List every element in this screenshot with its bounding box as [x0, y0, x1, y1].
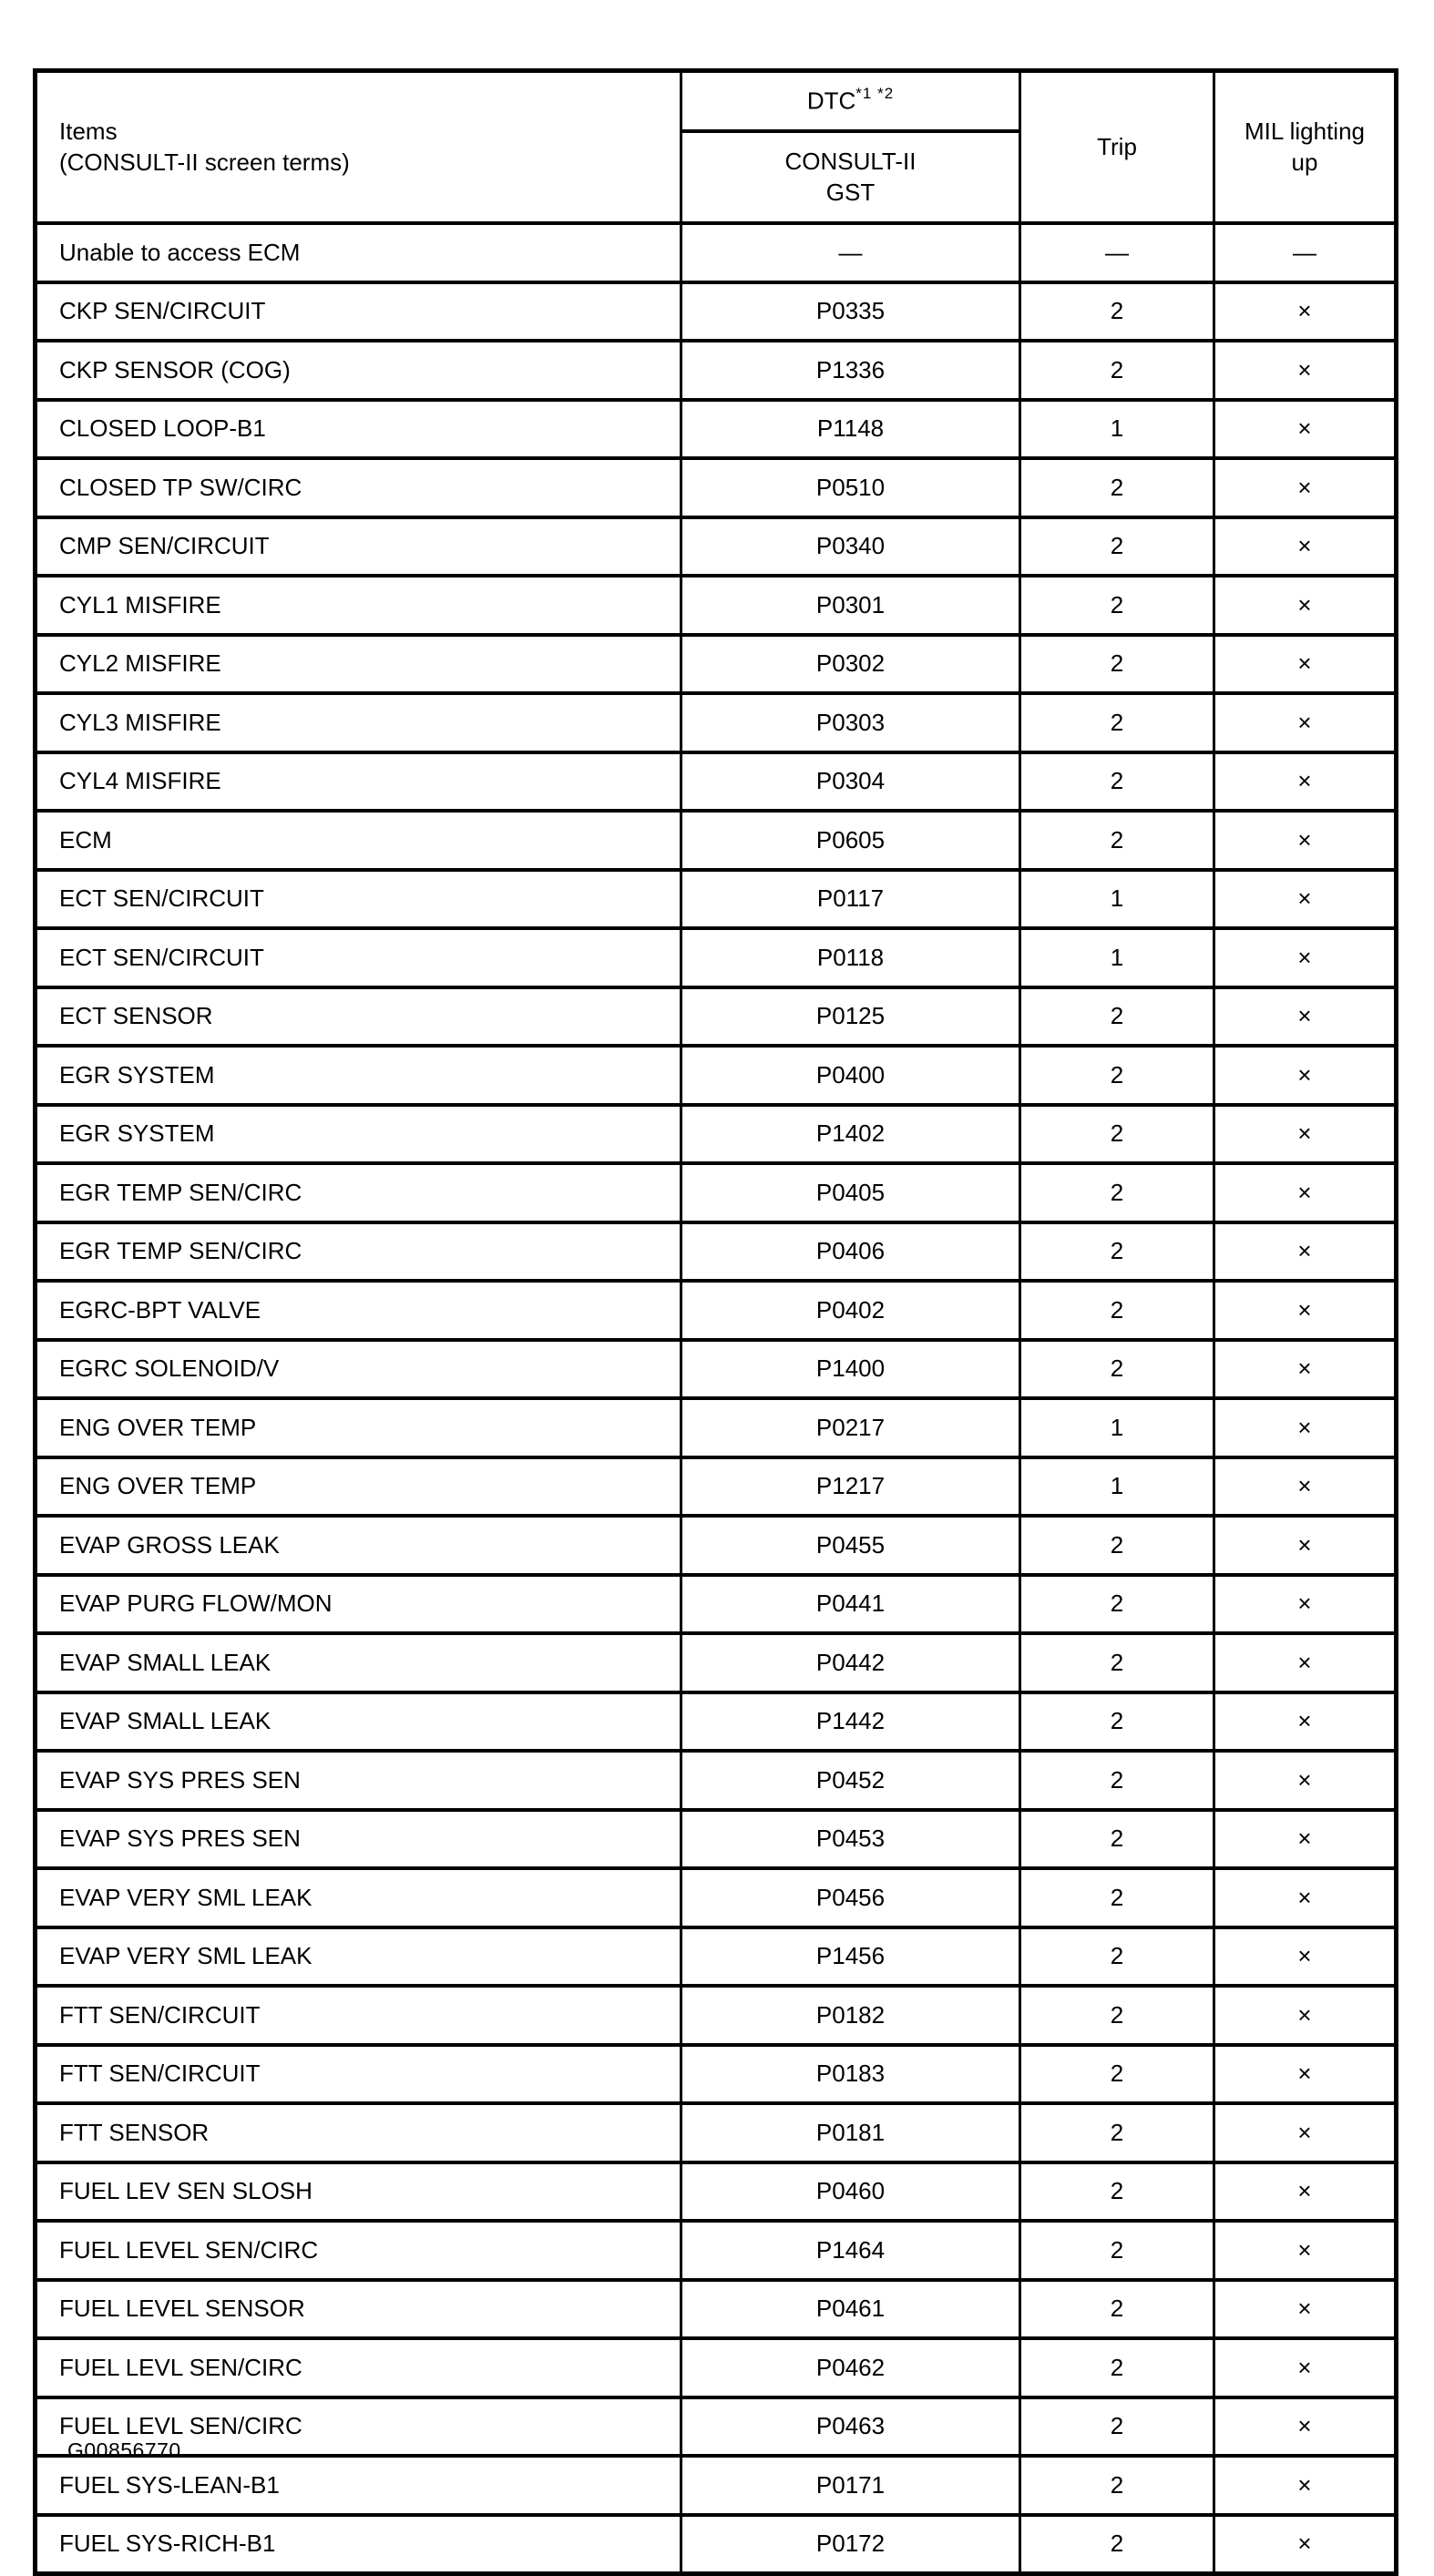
row-mil-cell: ×	[1214, 1398, 1397, 1457]
row-mil-cell: ×	[1214, 517, 1397, 577]
table-row	[36, 1575, 1397, 1634]
row-item-cell: EVAP SYS PRES SEN	[36, 1810, 681, 1869]
row-item-cell: EGRC-BPT VALVE	[36, 1281, 681, 1340]
row-mil-cell: —	[1214, 223, 1397, 282]
row-item-cell: EGR TEMP SEN/CIRC	[36, 1163, 681, 1222]
row-dtc-cell: P0441	[681, 1575, 1020, 1634]
mil-header-line2: up	[1291, 148, 1318, 176]
row-dtc-cell: P0172	[681, 2515, 1020, 2574]
row-dtc-cell: P0605	[681, 811, 1020, 870]
table-row	[36, 2221, 1397, 2280]
row-mil-cell: ×	[1214, 2221, 1397, 2280]
row-trip-cell: 2	[1020, 458, 1214, 517]
row-dtc-cell: P1456	[681, 1927, 1020, 1987]
row-dtc-cell: P0182	[681, 1986, 1020, 2045]
row-trip-cell: 2	[1020, 1751, 1214, 1810]
row-dtc-cell: P0171	[681, 2456, 1020, 2515]
row-dtc-cell: P0117	[681, 870, 1020, 929]
row-mil-cell: ×	[1214, 2045, 1397, 2104]
row-item-cell: EGRC SOLENOID/V	[36, 1340, 681, 1399]
row-item-cell: FUEL SYS-RICH-B1	[36, 2515, 681, 2574]
table-body	[36, 223, 1397, 2574]
row-dtc-cell: P0303	[681, 693, 1020, 752]
table-row	[36, 1751, 1397, 1810]
row-item-cell: CLOSED LOOP-B1	[36, 400, 681, 459]
row-dtc-cell: P0406	[681, 1222, 1020, 1282]
table-row	[36, 811, 1397, 870]
row-trip-cell: 2	[1020, 2045, 1214, 2104]
row-dtc-cell: P0302	[681, 635, 1020, 694]
row-trip-cell: 2	[1020, 2280, 1214, 2339]
row-trip-cell: 2	[1020, 1868, 1214, 1927]
table-row	[36, 282, 1397, 342]
table-row	[36, 1986, 1397, 2045]
row-trip-cell: 2	[1020, 2338, 1214, 2397]
row-dtc-cell: P1464	[681, 2221, 1020, 2280]
row-trip-cell: —	[1020, 223, 1214, 282]
row-trip-cell: 2	[1020, 1927, 1214, 1987]
row-item-cell: FUEL LEVL SEN/CIRC	[36, 2338, 681, 2397]
row-dtc-cell: P1400	[681, 1340, 1020, 1399]
row-trip-cell: 2	[1020, 1222, 1214, 1282]
row-dtc-cell: P0463	[681, 2397, 1020, 2457]
row-mil-cell: ×	[1214, 1692, 1397, 1752]
table-row	[36, 752, 1397, 812]
row-item-cell: CYL4 MISFIRE	[36, 752, 681, 812]
row-mil-cell: ×	[1214, 341, 1397, 400]
row-trip-cell: 2	[1020, 2103, 1214, 2162]
figure-id: G00856770	[67, 2438, 181, 2462]
row-mil-cell: ×	[1214, 870, 1397, 929]
row-item-cell: ECT SEN/CIRCUIT	[36, 870, 681, 929]
row-mil-cell: ×	[1214, 811, 1397, 870]
row-item-cell: CKP SEN/CIRCUIT	[36, 282, 681, 342]
row-item-cell: EVAP VERY SML LEAK	[36, 1868, 681, 1927]
row-dtc-cell: P0217	[681, 1398, 1020, 1457]
row-mil-cell: ×	[1214, 1281, 1397, 1340]
table-row	[36, 635, 1397, 694]
row-mil-cell: ×	[1214, 693, 1397, 752]
table-row	[36, 2397, 1397, 2457]
row-dtc-cell: P1402	[681, 1105, 1020, 1164]
row-trip-cell: 2	[1020, 2221, 1214, 2280]
row-trip-cell: 2	[1020, 635, 1214, 694]
row-dtc-cell: P0183	[681, 2045, 1020, 2104]
table-row	[36, 1457, 1397, 1517]
row-item-cell: FUEL LEVEL SENSOR	[36, 2280, 681, 2339]
table-header	[36, 71, 1397, 224]
mil-header	[1214, 71, 1397, 224]
row-mil-cell: ×	[1214, 1633, 1397, 1692]
items-header	[36, 71, 681, 224]
trip-header: Trip	[1020, 71, 1214, 224]
row-trip-cell: 1	[1020, 870, 1214, 929]
consult-header-line1: CONSULT-II	[784, 147, 917, 175]
row-item-cell: FUEL LEV SEN SLOSH	[36, 2162, 681, 2222]
row-mil-cell: ×	[1214, 1163, 1397, 1222]
row-dtc-cell: P0461	[681, 2280, 1020, 2339]
row-item-cell: CYL3 MISFIRE	[36, 693, 681, 752]
table-row	[36, 2515, 1397, 2574]
row-mil-cell: ×	[1214, 928, 1397, 987]
row-dtc-cell: P0405	[681, 1163, 1020, 1222]
table-row	[36, 1046, 1397, 1105]
row-item-cell: EVAP GROSS LEAK	[36, 1516, 681, 1575]
table-row	[36, 2338, 1397, 2397]
row-trip-cell: 2	[1020, 752, 1214, 812]
row-trip-cell: 2	[1020, 811, 1214, 870]
row-dtc-cell: P0452	[681, 1751, 1020, 1810]
row-dtc-cell: P0442	[681, 1633, 1020, 1692]
table-row	[36, 1810, 1397, 1869]
row-trip-cell: 2	[1020, 1575, 1214, 1634]
row-mil-cell: ×	[1214, 1222, 1397, 1282]
row-mil-cell: ×	[1214, 2338, 1397, 2397]
row-item-cell: EGR SYSTEM	[36, 1046, 681, 1105]
table-row	[36, 341, 1397, 400]
table-row	[36, 1105, 1397, 1164]
row-mil-cell: ×	[1214, 282, 1397, 342]
table-row	[36, 1340, 1397, 1399]
row-trip-cell: 2	[1020, 693, 1214, 752]
table-row	[36, 2280, 1397, 2339]
row-dtc-cell: P0400	[681, 1046, 1020, 1105]
row-dtc-cell: P1336	[681, 341, 1020, 400]
row-dtc-cell: P0510	[681, 458, 1020, 517]
items-header-line1: Items	[59, 117, 118, 145]
row-item-cell: FUEL LEVEL SEN/CIRC	[36, 2221, 681, 2280]
row-item-cell: EGR SYSTEM	[36, 1105, 681, 1164]
row-trip-cell: 2	[1020, 987, 1214, 1047]
row-mil-cell: ×	[1214, 2280, 1397, 2339]
row-item-cell: FUEL SYS-LEAN-B1	[36, 2456, 681, 2515]
row-item-cell: EGR TEMP SEN/CIRC	[36, 1222, 681, 1282]
row-trip-cell: 2	[1020, 576, 1214, 635]
consult-header-line2: GST	[825, 178, 876, 206]
table-row	[36, 987, 1397, 1047]
row-item-cell: CYL2 MISFIRE	[36, 635, 681, 694]
row-dtc-cell: P0453	[681, 1810, 1020, 1869]
row-mil-cell: ×	[1214, 1751, 1397, 1810]
row-dtc-cell: P0340	[681, 517, 1020, 577]
row-dtc-cell: P1442	[681, 1692, 1020, 1752]
row-item-cell: ENG OVER TEMP	[36, 1457, 681, 1517]
row-trip-cell: 2	[1020, 1281, 1214, 1340]
row-mil-cell: ×	[1214, 1810, 1397, 1869]
row-dtc-cell: P0402	[681, 1281, 1020, 1340]
table-row	[36, 2103, 1397, 2162]
table-row	[36, 2456, 1397, 2515]
row-mil-cell: ×	[1214, 1927, 1397, 1987]
row-dtc-cell: P1217	[681, 1457, 1020, 1517]
row-item-cell: ENG OVER TEMP	[36, 1398, 681, 1457]
table-row	[36, 928, 1397, 987]
table-row	[36, 1222, 1397, 1282]
row-mil-cell: ×	[1214, 635, 1397, 694]
row-trip-cell: 2	[1020, 282, 1214, 342]
row-trip-cell: 1	[1020, 400, 1214, 459]
table-row	[36, 400, 1397, 459]
row-mil-cell: ×	[1214, 458, 1397, 517]
row-item-cell: CLOSED TP SW/CIRC	[36, 458, 681, 517]
row-mil-cell: ×	[1214, 1986, 1397, 2045]
table-row	[36, 1692, 1397, 1752]
row-trip-cell: 2	[1020, 1105, 1214, 1164]
row-item-cell: EVAP SYS PRES SEN	[36, 1751, 681, 1810]
row-trip-cell: 2	[1020, 1633, 1214, 1692]
row-item-cell: ECT SENSOR	[36, 987, 681, 1047]
table-row	[36, 576, 1397, 635]
table-row	[36, 517, 1397, 577]
row-trip-cell: 2	[1020, 2397, 1214, 2457]
table-row	[36, 1868, 1397, 1927]
table-row	[36, 870, 1397, 929]
row-dtc-cell: P0335	[681, 282, 1020, 342]
mil-header-line1: MIL lighting	[1245, 117, 1365, 145]
table-row	[36, 1163, 1397, 1222]
table-row	[36, 223, 1397, 282]
row-trip-cell: 2	[1020, 341, 1214, 400]
row-dtc-cell: P0181	[681, 2103, 1020, 2162]
row-item-cell: FTT SEN/CIRCUIT	[36, 2045, 681, 2104]
row-dtc-cell: —	[681, 223, 1020, 282]
row-trip-cell: 1	[1020, 1457, 1214, 1517]
row-mil-cell: ×	[1214, 752, 1397, 812]
row-mil-cell: ×	[1214, 2456, 1397, 2515]
row-trip-cell: 2	[1020, 1516, 1214, 1575]
row-trip-cell: 2	[1020, 517, 1214, 577]
items-header-line2: (CONSULT-II screen terms)	[59, 148, 350, 176]
row-trip-cell: 2	[1020, 1692, 1214, 1752]
table-row	[36, 2045, 1397, 2104]
row-item-cell: FTT SEN/CIRCUIT	[36, 1986, 681, 2045]
row-item-cell: ECM	[36, 811, 681, 870]
table-row	[36, 1516, 1397, 1575]
row-dtc-cell: P0460	[681, 2162, 1020, 2222]
row-item-cell: EVAP SMALL LEAK	[36, 1692, 681, 1752]
row-dtc-cell: P0455	[681, 1516, 1020, 1575]
row-mil-cell: ×	[1214, 1457, 1397, 1517]
row-item-cell: EVAP SMALL LEAK	[36, 1633, 681, 1692]
row-mil-cell: ×	[1214, 987, 1397, 1047]
row-mil-cell: ×	[1214, 1575, 1397, 1634]
table-row	[36, 1281, 1397, 1340]
table-row	[36, 1927, 1397, 1987]
row-mil-cell: ×	[1214, 1046, 1397, 1105]
row-mil-cell: ×	[1214, 1516, 1397, 1575]
row-trip-cell: 2	[1020, 1810, 1214, 1869]
row-dtc-cell: P0456	[681, 1868, 1020, 1927]
row-mil-cell: ×	[1214, 400, 1397, 459]
row-mil-cell: ×	[1214, 2515, 1397, 2574]
consult-gst-header	[681, 131, 1020, 223]
row-trip-cell: 2	[1020, 1046, 1214, 1105]
row-item-cell: EVAP PURG FLOW/MON	[36, 1575, 681, 1634]
row-trip-cell: 2	[1020, 1163, 1214, 1222]
row-trip-cell: 2	[1020, 2162, 1214, 2222]
row-item-cell: CMP SEN/CIRCUIT	[36, 517, 681, 577]
row-mil-cell: ×	[1214, 576, 1397, 635]
row-item-cell: ECT SEN/CIRCUIT	[36, 928, 681, 987]
row-trip-cell: 1	[1020, 1398, 1214, 1457]
table-row	[36, 2162, 1397, 2222]
dtc-header-label: DTC	[806, 87, 856, 115]
row-dtc-cell: P0125	[681, 987, 1020, 1047]
dtc-header-footnotes: *1 *2	[855, 85, 895, 103]
table-row	[36, 1633, 1397, 1692]
row-trip-cell: 2	[1020, 2515, 1214, 2574]
table-row	[36, 458, 1397, 517]
row-item-cell: CYL1 MISFIRE	[36, 576, 681, 635]
row-dtc-cell: P0118	[681, 928, 1020, 987]
row-mil-cell: ×	[1214, 1868, 1397, 1927]
row-dtc-cell: P0301	[681, 576, 1020, 635]
row-mil-cell: ×	[1214, 2397, 1397, 2457]
row-item-cell: CKP SENSOR (COG)	[36, 341, 681, 400]
row-dtc-cell: P0304	[681, 752, 1020, 812]
row-dtc-cell: P0462	[681, 2338, 1020, 2397]
table-row	[36, 1398, 1397, 1457]
row-trip-cell: 2	[1020, 1986, 1214, 2045]
row-item-cell: Unable to access ECM	[36, 223, 681, 282]
dtc-table-container	[33, 68, 1398, 2576]
row-dtc-cell: P1148	[681, 400, 1020, 459]
row-mil-cell: ×	[1214, 1105, 1397, 1164]
table-row	[36, 693, 1397, 752]
dtc-header	[681, 71, 1020, 132]
row-trip-cell: 2	[1020, 1340, 1214, 1399]
row-item-cell: EVAP VERY SML LEAK	[36, 1927, 681, 1987]
dtc-table	[33, 68, 1398, 2576]
row-mil-cell: ×	[1214, 1340, 1397, 1399]
row-item-cell: FUEL LEVL SEN/CIRC	[36, 2397, 681, 2457]
row-trip-cell: 2	[1020, 2456, 1214, 2515]
row-mil-cell: ×	[1214, 2162, 1397, 2222]
row-mil-cell: ×	[1214, 2103, 1397, 2162]
row-item-cell: FTT SENSOR	[36, 2103, 681, 2162]
row-trip-cell: 1	[1020, 928, 1214, 987]
